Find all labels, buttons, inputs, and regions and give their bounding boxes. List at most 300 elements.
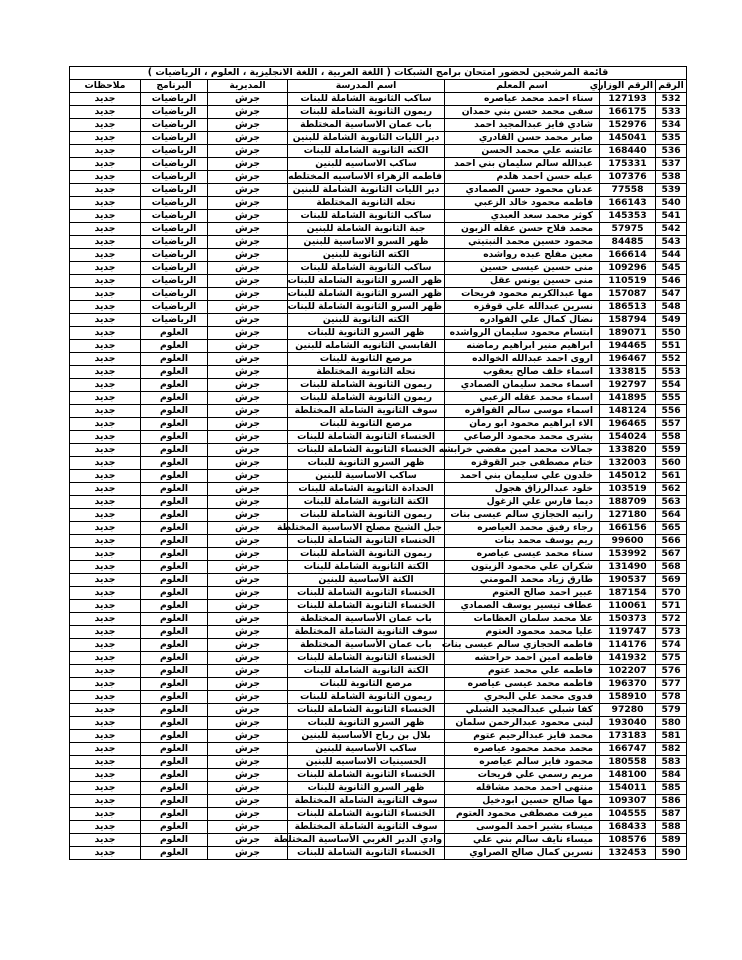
- cell-notes: جديد: [70, 444, 141, 457]
- cell-num: 584: [656, 769, 687, 782]
- cell-teacher-name: مها عبدالكريم محمود فريحات: [445, 288, 600, 301]
- cell-school-name: الخنساء الثانوية الشاملة للبنات: [288, 769, 445, 782]
- cell-program: العلوم: [141, 730, 208, 743]
- cell-notes: جديد: [70, 119, 141, 132]
- cell-directorate: جرش: [208, 678, 288, 691]
- cell-program: العلوم: [141, 652, 208, 665]
- cell-school-name: سوف الثانوية الشاملة المختلطة: [288, 405, 445, 418]
- cell-school-name: الكته الثانوية الشاملة للبنات: [288, 145, 445, 158]
- cell-ministry-id: 109307: [600, 795, 656, 808]
- cell-teacher-name: كفا شبلي عبدالمجيد الشبلي: [445, 704, 600, 717]
- cell-school-name: وادي الدير الغربي الأساسية المختلطة: [288, 834, 445, 847]
- cell-num: 552: [656, 353, 687, 366]
- cell-program: العلوم: [141, 483, 208, 496]
- cell-program: العلوم: [141, 847, 208, 860]
- cell-school-name: ظهر السرو الثانوية للبنات: [288, 327, 445, 340]
- cell-ministry-id: 166175: [600, 106, 656, 119]
- cell-num: 551: [656, 340, 687, 353]
- cell-ministry-id: 192797: [600, 379, 656, 392]
- cell-directorate: جرش: [208, 613, 288, 626]
- cell-teacher-name: عائشه علي محمد الحسن: [445, 145, 600, 158]
- table-row: [70, 171, 687, 184]
- cell-ministry-id: 133815: [600, 366, 656, 379]
- cell-program: العلوم: [141, 587, 208, 600]
- cell-program: العلوم: [141, 496, 208, 509]
- title-row: [70, 67, 687, 80]
- cell-notes: جديد: [70, 366, 141, 379]
- cell-teacher-name: مريم رسمي علي فريحات: [445, 769, 600, 782]
- cell-ministry-id: 186513: [600, 301, 656, 314]
- cell-notes: جديد: [70, 379, 141, 392]
- cell-directorate: جرش: [208, 184, 288, 197]
- cell-teacher-name: فاطمه الحجازي سالم عيسى بنات: [445, 639, 600, 652]
- cell-program: الرياضيات: [141, 106, 208, 119]
- cell-notes: جديد: [70, 691, 141, 704]
- cell-school-name: ظهر السرو الثانوية الشاملة للبنات: [288, 275, 445, 288]
- cell-program: العلوم: [141, 665, 208, 678]
- cell-program: الرياضيات: [141, 197, 208, 210]
- cell-directorate: جرش: [208, 821, 288, 834]
- table-row: [70, 158, 687, 171]
- cell-program: الرياضيات: [141, 145, 208, 158]
- table-row: [70, 288, 687, 301]
- cell-school-name: الخنساء الثانوية الشاملة للبنات: [288, 431, 445, 444]
- cell-notes: جديد: [70, 93, 141, 106]
- cell-school-name: الكته الثانوية للبنين: [288, 249, 445, 262]
- cell-notes: جديد: [70, 587, 141, 600]
- cell-num: 539: [656, 184, 687, 197]
- cell-school-name: باب عمان الأساسية المختلطة: [288, 639, 445, 652]
- cell-teacher-name: اسماء خلف صالح يعقوب: [445, 366, 600, 379]
- cell-teacher-name: ميرفت مصطفى محمود العتوم: [445, 808, 600, 821]
- cell-directorate: جرش: [208, 756, 288, 769]
- cell-ministry-id: 127180: [600, 509, 656, 522]
- cell-school-name: بلال بن رباح الأساسية للبنين: [288, 730, 445, 743]
- cell-num: 576: [656, 665, 687, 678]
- cell-teacher-name: منى حسين يونس عقل: [445, 275, 600, 288]
- table-row: [70, 652, 687, 665]
- table-row: [70, 405, 687, 418]
- cell-ministry-id: 173183: [600, 730, 656, 743]
- cell-num: 537: [656, 158, 687, 171]
- cell-directorate: جرش: [208, 301, 288, 314]
- cell-num: 572: [656, 613, 687, 626]
- cell-ministry-id: 110519: [600, 275, 656, 288]
- cell-num: 588: [656, 821, 687, 834]
- cell-directorate: جرش: [208, 769, 288, 782]
- cell-ministry-id: 189071: [600, 327, 656, 340]
- cell-num: 583: [656, 756, 687, 769]
- cell-school-name: ساكب الأساسية للبنين: [288, 743, 445, 756]
- table-row: [70, 197, 687, 210]
- table-row: [70, 444, 687, 457]
- table-row: [70, 353, 687, 366]
- table-body: [70, 93, 687, 860]
- cell-school-name: الكتة الثانوية الشاملة للبنات: [288, 665, 445, 678]
- cell-num: 555: [656, 392, 687, 405]
- cell-teacher-name: شادي فايز عبدالمجيد احمد: [445, 119, 600, 132]
- cell-notes: جديد: [70, 210, 141, 223]
- cell-program: العلوم: [141, 522, 208, 535]
- cell-teacher-name: معين مفلح عبده رواشده: [445, 249, 600, 262]
- cell-num: 568: [656, 561, 687, 574]
- cell-ministry-id: 187154: [600, 587, 656, 600]
- cell-num: 533: [656, 106, 687, 119]
- cell-directorate: جرش: [208, 691, 288, 704]
- cell-teacher-name: ميساء نايف سالم بني علي: [445, 834, 600, 847]
- cell-teacher-name: بشرى محمد محمود الرصاعي: [445, 431, 600, 444]
- table-row: [70, 678, 687, 691]
- cell-num: 547: [656, 288, 687, 301]
- cell-program: العلوم: [141, 769, 208, 782]
- cell-notes: جديد: [70, 626, 141, 639]
- table-row: [70, 379, 687, 392]
- cell-program: العلوم: [141, 561, 208, 574]
- cell-notes: جديد: [70, 483, 141, 496]
- cell-teacher-name: اسماء محمد سليمان الصمادي: [445, 379, 600, 392]
- cell-school-name: ساكب الاساسيه للبنين: [288, 158, 445, 171]
- cell-school-name: سوف الثانوية الشاملة المختلطة: [288, 626, 445, 639]
- cell-directorate: جرش: [208, 288, 288, 301]
- cell-num: 542: [656, 223, 687, 236]
- cell-school-name: الخنساء الثانوية الشاملة للبنات: [288, 808, 445, 821]
- cell-ministry-id: 154024: [600, 431, 656, 444]
- cell-directorate: جرش: [208, 158, 288, 171]
- cell-program: الرياضيات: [141, 236, 208, 249]
- cell-directorate: جرش: [208, 197, 288, 210]
- cell-notes: جديد: [70, 145, 141, 158]
- cell-directorate: جرش: [208, 418, 288, 431]
- table-row: [70, 119, 687, 132]
- table-row: [70, 327, 687, 340]
- table-row: [70, 249, 687, 262]
- cell-teacher-name: عطاف تيسير يوسف الصمادي: [445, 600, 600, 613]
- cell-notes: جديد: [70, 197, 141, 210]
- cell-directorate: جرش: [208, 600, 288, 613]
- cell-num: 564: [656, 509, 687, 522]
- cell-num: 561: [656, 470, 687, 483]
- cell-directorate: جرش: [208, 431, 288, 444]
- cell-teacher-name: فاطمه محمد عيسى عياصره: [445, 678, 600, 691]
- cell-teacher-name: رانيه الحجازي سالم عيسى بنات: [445, 509, 600, 522]
- cell-ministry-id: 153992: [600, 548, 656, 561]
- cell-notes: جديد: [70, 821, 141, 834]
- cell-directorate: جرش: [208, 639, 288, 652]
- cell-school-name: الكتة الأساسية للبنين: [288, 574, 445, 587]
- cell-ministry-id: 166143: [600, 197, 656, 210]
- cell-notes: جديد: [70, 314, 141, 327]
- cell-teacher-name: نضال كمال علي الفوادره: [445, 314, 600, 327]
- cell-school-name: ساكب الاساسية للبنين: [288, 470, 445, 483]
- cell-teacher-name: فدوى محمد علي البحري: [445, 691, 600, 704]
- cell-program: الرياضيات: [141, 210, 208, 223]
- cell-program: العلوم: [141, 431, 208, 444]
- cell-ministry-id: 133820: [600, 444, 656, 457]
- cell-ministry-id: 148124: [600, 405, 656, 418]
- cell-notes: جديد: [70, 392, 141, 405]
- cell-directorate: جرش: [208, 509, 288, 522]
- cell-notes: جديد: [70, 158, 141, 171]
- table-row: [70, 496, 687, 509]
- cell-directorate: جرش: [208, 275, 288, 288]
- cell-notes: جديد: [70, 756, 141, 769]
- cell-directorate: جرش: [208, 535, 288, 548]
- table-row: [70, 808, 687, 821]
- cell-notes: جديد: [70, 288, 141, 301]
- cell-notes: جديد: [70, 496, 141, 509]
- cell-num: 562: [656, 483, 687, 496]
- cell-notes: جديد: [70, 522, 141, 535]
- cell-ministry-id: 107376: [600, 171, 656, 184]
- cell-ministry-id: 168433: [600, 821, 656, 834]
- cell-ministry-id: 158794: [600, 314, 656, 327]
- table-row: [70, 509, 687, 522]
- cell-notes: جديد: [70, 834, 141, 847]
- cell-notes: جديد: [70, 600, 141, 613]
- table-row: [70, 470, 687, 483]
- cell-directorate: جرش: [208, 314, 288, 327]
- cell-num: 534: [656, 119, 687, 132]
- cell-school-name: سوف الثانوية الشاملة المختلطة: [288, 821, 445, 834]
- cell-teacher-name: محمد محمد محمود عياصره: [445, 743, 600, 756]
- cell-ministry-id: 99600: [600, 535, 656, 548]
- cell-num: 557: [656, 418, 687, 431]
- cell-ministry-id: 193040: [600, 717, 656, 730]
- cell-teacher-name: سفى محمد حسن بني حمدان: [445, 106, 600, 119]
- cell-program: العلوم: [141, 418, 208, 431]
- table-row: [70, 834, 687, 847]
- cell-notes: جديد: [70, 457, 141, 470]
- cell-notes: جديد: [70, 353, 141, 366]
- cell-teacher-name: فاطمه علي محمد عتوم: [445, 665, 600, 678]
- cell-school-name: الكته الثانوية للبنين: [288, 314, 445, 327]
- candidates-sheet: [69, 66, 686, 860]
- table-row: [70, 93, 687, 106]
- cell-school-name: الخنساء الثانوية الشاملة للبنات: [288, 600, 445, 613]
- cell-school-name: ظهر السرو الثانوية الشاملة للبنات: [288, 301, 445, 314]
- cell-ministry-id: 131490: [600, 561, 656, 574]
- cell-ministry-id: 132003: [600, 457, 656, 470]
- cell-program: العلوم: [141, 366, 208, 379]
- cell-directorate: جرش: [208, 405, 288, 418]
- cell-num: 535: [656, 132, 687, 145]
- table-row: [70, 223, 687, 236]
- cell-directorate: جرش: [208, 236, 288, 249]
- cell-num: 532: [656, 93, 687, 106]
- cell-notes: جديد: [70, 730, 141, 743]
- cell-teacher-name: لبنى محمود عبدالرحمن سلمان: [445, 717, 600, 730]
- cell-num: 571: [656, 600, 687, 613]
- cell-notes: جديد: [70, 652, 141, 665]
- cell-teacher-name: اسماء محمد عقله الزعبي: [445, 392, 600, 405]
- table-row: [70, 145, 687, 158]
- cell-num: 549: [656, 314, 687, 327]
- cell-num: 585: [656, 782, 687, 795]
- cell-school-name: سوف الثانوية الشاملة المختلطة: [288, 795, 445, 808]
- table-row: [70, 626, 687, 639]
- table-row: [70, 210, 687, 223]
- cell-ministry-id: 196467: [600, 353, 656, 366]
- page-title: قائمة المرشحين لحضور امتحان برامج الشبكات ( اللغة العربية ، اللغة الانجليزية ، العلوم ، الرياضيات ): [70, 67, 687, 80]
- cell-program: العلوم: [141, 548, 208, 561]
- header-num: الرقم: [656, 80, 687, 93]
- table-row: [70, 132, 687, 145]
- cell-teacher-name: اسماء موسى سالم القوافزه: [445, 405, 600, 418]
- cell-school-name: الحسينيات الاساسيه للبنين: [288, 756, 445, 769]
- cell-school-name: الكتة الثانوية الشاملة للبنات: [288, 496, 445, 509]
- cell-teacher-name: نسرين كمال صالح الصراوي: [445, 847, 600, 860]
- cell-directorate: جرش: [208, 782, 288, 795]
- cell-program: الرياضيات: [141, 119, 208, 132]
- cell-num: 538: [656, 171, 687, 184]
- table-row: [70, 275, 687, 288]
- cell-program: العلوم: [141, 379, 208, 392]
- cell-directorate: جرش: [208, 93, 288, 106]
- cell-teacher-name: شكران علي محمود الزيتون: [445, 561, 600, 574]
- cell-directorate: جرش: [208, 574, 288, 587]
- cell-notes: جديد: [70, 262, 141, 275]
- cell-program: العلوم: [141, 444, 208, 457]
- cell-program: العلوم: [141, 626, 208, 639]
- cell-num: 590: [656, 847, 687, 860]
- cell-program: الرياضيات: [141, 184, 208, 197]
- cell-num: 553: [656, 366, 687, 379]
- cell-num: 581: [656, 730, 687, 743]
- table-row: [70, 301, 687, 314]
- cell-program: العلوم: [141, 405, 208, 418]
- cell-ministry-id: 103519: [600, 483, 656, 496]
- cell-school-name: ظهر السرو الثانوية للبنات: [288, 717, 445, 730]
- cell-teacher-name: عليا محمد محمود العتوم: [445, 626, 600, 639]
- cell-ministry-id: 110061: [600, 600, 656, 613]
- cell-program: العلوم: [141, 600, 208, 613]
- table-row: [70, 691, 687, 704]
- table-row: [70, 665, 687, 678]
- cell-num: 569: [656, 574, 687, 587]
- cell-ministry-id: 166747: [600, 743, 656, 756]
- cell-school-name: مرصع الثانوية للبنات: [288, 353, 445, 366]
- table-row: [70, 587, 687, 600]
- cell-notes: جديد: [70, 418, 141, 431]
- cell-program: الرياضيات: [141, 93, 208, 106]
- cell-school-name: ساكب الثانوية الشاملة للبنات: [288, 93, 445, 106]
- table-row: [70, 418, 687, 431]
- table-row: [70, 184, 687, 197]
- table-row: [70, 457, 687, 470]
- cell-num: 573: [656, 626, 687, 639]
- cell-directorate: جرش: [208, 353, 288, 366]
- cell-directorate: جرش: [208, 834, 288, 847]
- cell-directorate: جرش: [208, 717, 288, 730]
- cell-ministry-id: 145353: [600, 210, 656, 223]
- cell-num: 544: [656, 249, 687, 262]
- cell-directorate: جرش: [208, 743, 288, 756]
- cell-teacher-name: منتهى احمد محمد مشاقله: [445, 782, 600, 795]
- cell-num: 587: [656, 808, 687, 821]
- cell-ministry-id: 148100: [600, 769, 656, 782]
- cell-num: 559: [656, 444, 687, 457]
- cell-teacher-name: نسرين عبدالله علي قوقزه: [445, 301, 600, 314]
- cell-directorate: جرش: [208, 249, 288, 262]
- cell-notes: جديد: [70, 340, 141, 353]
- table-row: [70, 821, 687, 834]
- cell-school-name: ظهر السرو الاساسية للبنين: [288, 236, 445, 249]
- cell-teacher-name: فاطمه محمود خالد الزعبي: [445, 197, 600, 210]
- cell-teacher-name: مها صالح حسين ابودخيل: [445, 795, 600, 808]
- cell-directorate: جرش: [208, 470, 288, 483]
- cell-directorate: جرش: [208, 457, 288, 470]
- cell-program: الرياضيات: [141, 314, 208, 327]
- table-row: [70, 730, 687, 743]
- cell-notes: جديد: [70, 613, 141, 626]
- cell-program: العلوم: [141, 756, 208, 769]
- table-row: [70, 600, 687, 613]
- table-row: [70, 639, 687, 652]
- cell-notes: جديد: [70, 561, 141, 574]
- cell-ministry-id: 102207: [600, 665, 656, 678]
- table-row: [70, 431, 687, 444]
- cell-directorate: جرش: [208, 340, 288, 353]
- cell-num: 566: [656, 535, 687, 548]
- cell-num: 589: [656, 834, 687, 847]
- cell-program: العلوم: [141, 613, 208, 626]
- cell-ministry-id: 190537: [600, 574, 656, 587]
- table-row: [70, 262, 687, 275]
- cell-directorate: جرش: [208, 132, 288, 145]
- cell-school-name: ظهر السرو الثانوية للبنات: [288, 782, 445, 795]
- cell-school-name: الحدادة الثانوية الشاملة للبنات: [288, 483, 445, 496]
- cell-num: 548: [656, 301, 687, 314]
- cell-program: العلوم: [141, 717, 208, 730]
- cell-school-name: الخنساء الثانوية الشاملة للبنات: [288, 535, 445, 548]
- cell-program: العلوم: [141, 743, 208, 756]
- cell-school-name: ريمون الثانوية الشاملة للبنات: [288, 691, 445, 704]
- cell-num: 577: [656, 678, 687, 691]
- cell-notes: جديد: [70, 704, 141, 717]
- cell-ministry-id: 154011: [600, 782, 656, 795]
- cell-school-name: القابسي الثانويه الشامله للبنين: [288, 340, 445, 353]
- cell-teacher-name: عبله حسن احمد هلدم: [445, 171, 600, 184]
- cell-directorate: جرش: [208, 366, 288, 379]
- cell-school-name: فاطمه الزهراء الاساسيه المختلطه: [288, 171, 445, 184]
- cell-directorate: جرش: [208, 119, 288, 132]
- header-directorate: المديرية: [208, 80, 288, 93]
- cell-ministry-id: 145041: [600, 132, 656, 145]
- table-row: [70, 522, 687, 535]
- cell-notes: جديد: [70, 405, 141, 418]
- cell-school-name: مرصع الثانوية للبنات: [288, 418, 445, 431]
- cell-teacher-name: سناء محمد عيسى عياصره: [445, 548, 600, 561]
- cell-teacher-name: طارق زياد محمد المومني: [445, 574, 600, 587]
- header-teacher-name: اسم المعلم: [445, 80, 600, 93]
- table-row: [70, 548, 687, 561]
- cell-teacher-name: ابراهيم منير ابراهيم رماضنه: [445, 340, 600, 353]
- cell-num: 563: [656, 496, 687, 509]
- cell-num: 567: [656, 548, 687, 561]
- cell-directorate: جرش: [208, 210, 288, 223]
- cell-notes: جديد: [70, 574, 141, 587]
- cell-directorate: جرش: [208, 626, 288, 639]
- table-row: [70, 756, 687, 769]
- cell-ministry-id: 97280: [600, 704, 656, 717]
- table-row: [70, 340, 687, 353]
- cell-notes: جديد: [70, 717, 141, 730]
- cell-school-name: مرصع الثانوية للبنات: [288, 678, 445, 691]
- table-row: [70, 561, 687, 574]
- cell-school-name: الخنساء الثانوية الشاملة للبنات: [288, 847, 445, 860]
- cell-school-name: باب عمان الأساسية المختلطة: [288, 613, 445, 626]
- cell-directorate: جرش: [208, 327, 288, 340]
